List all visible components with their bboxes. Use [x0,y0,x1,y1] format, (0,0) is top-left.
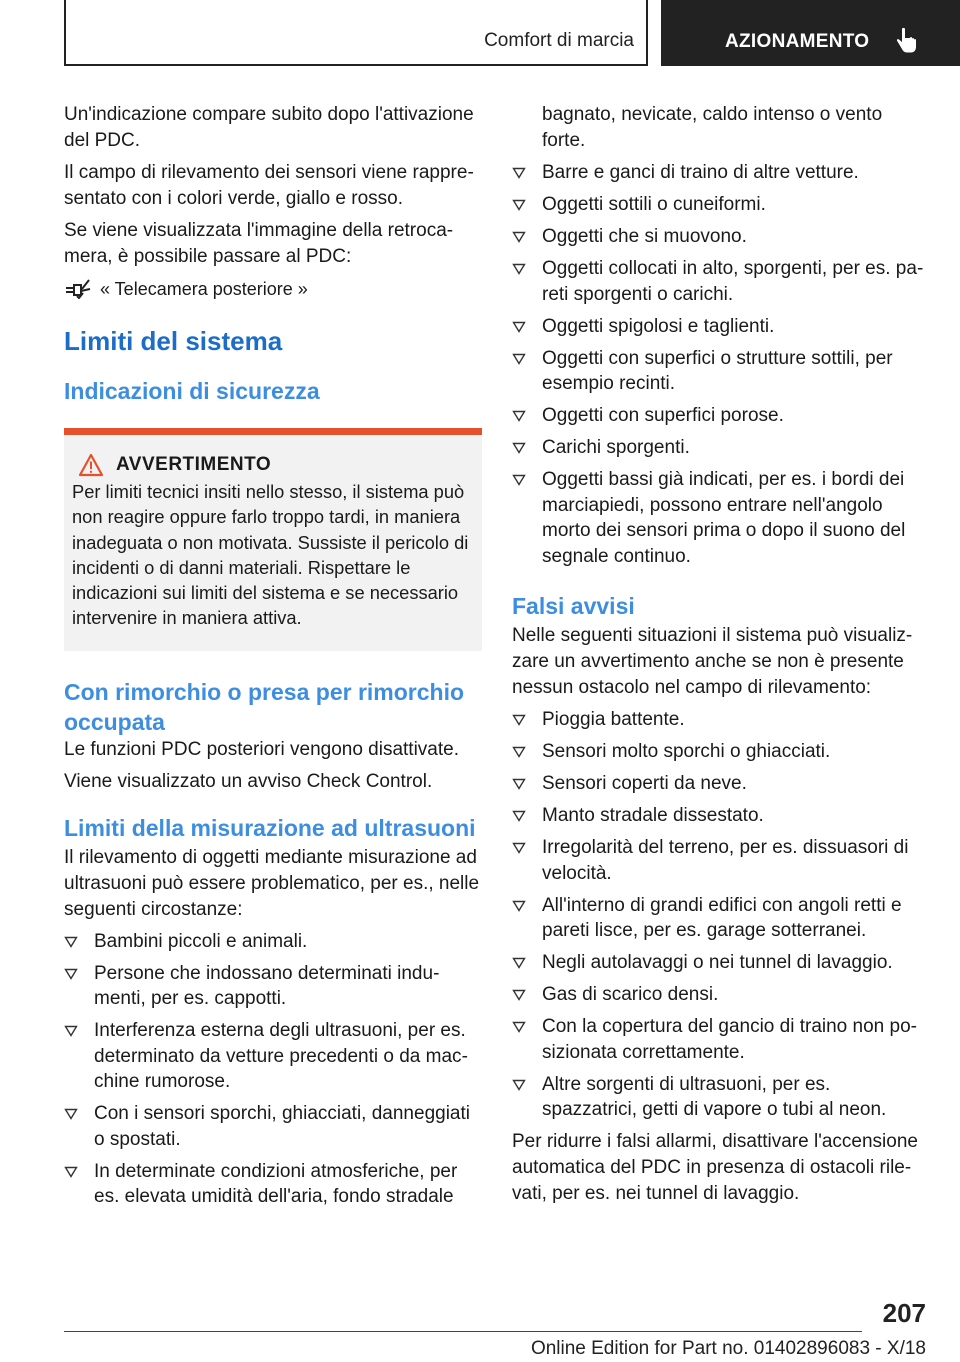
list-item-text: Barre e ganci di traino di altre vetture. [542,162,859,183]
triangle-bullet-icon [512,900,526,912]
triangle-bullet-icon [64,968,78,980]
triangle-bullet-icon [512,263,526,275]
triangle-bullet-icon [512,1021,526,1033]
warning-text: Per limiti tecnici insiti nello stesso, il sistema può non reagire oppure farlo troppo tardi, in maniera inadeguata o non motivata. Sussiste il pericolo di incidenti o di danni materiali. Rispettare le indicazioni sui limiti del sistema e se necessario intervenire in maniera attiva. [72,481,469,629]
camera-label: « Telecamera posteriore » [100,279,308,299]
list-item-text: Sensori molto sporchi o ghiacciati. [542,741,831,762]
bullet-list [512,160,930,569]
list-item [512,467,930,569]
list-item-text: Oggetti con superfici porose. [542,405,784,426]
touch-hand-icon [893,27,919,55]
triangle-bullet-icon [512,810,526,822]
list-item [512,192,930,218]
triangle-bullet-icon [512,957,526,969]
triangle-bullet-icon [64,1166,78,1178]
triangle-bullet-icon [512,989,526,1001]
subsection-heading: Limiti della misurazione ad ultrasuoni [64,814,476,841]
warning-header [72,453,474,477]
list-item-text: Oggetti sottili o cuneiformi. [542,194,766,215]
triangle-bullet-icon [64,1025,78,1037]
list-item [512,160,930,186]
list-item-continuation: bagnato, nevicate, caldo intenso o vento forte. [542,104,883,151]
triangle-bullet-icon [512,442,526,454]
triangle-bullet-icon [512,199,526,211]
triangle-bullet-icon [512,778,526,790]
list-item-text: Persone che indossano determinati indumenti, per es. cappotti. [94,962,440,1010]
list-item-text: Gas di scarico densi. [542,984,719,1005]
triangle-bullet-icon [64,1108,78,1120]
paragraph: Un'indicazione compare subito dopo l'attivazione del PDC. [64,104,474,151]
list-item [64,929,482,955]
list-item [512,1014,930,1065]
paragraph: Le funzioni PDC posteriori vengono disattivate. [64,738,460,760]
paragraph: Per ridurre i falsi allarmi, disattivare l'accensione automatica del PDC in presenza di ostacoli rilevati, per es. nei tunnel di lavaggio. [512,1131,918,1204]
list-item-text: Pioggia battente. [542,709,685,730]
paragraph: Il rilevamento di oggetti mediante misurazione ad ultrasuoni può essere problematico, per es., nelle seguenti circostanze: [64,846,480,920]
chapter-tab [661,0,960,66]
paragraph: Nelle seguenti situazioni il sistema può visualizzare un avvertimento anche se non è presente nessun ostacolo nel campo di rilevamento: [512,625,913,698]
bullet-list [512,707,930,1123]
list-item-text: Irregolarità del terreno, per es. dissuasori di velocità. [542,837,909,884]
list-item [512,950,930,976]
triangle-bullet-icon [512,231,526,243]
triangle-bullet-icon [512,842,526,854]
list-item-text: All'interno di grandi edifici con angoli retti e pareti lisce, per es. garage sotterranei. [542,894,902,941]
rear-camera-icon [64,279,92,299]
chapter-title: AZIONAMENTO [725,31,870,52]
list-item [512,893,930,944]
list-item-text: Interferenza esterna degli ultrasuoni, per es. determinato da vetture precedenti o da macchine rumorose. [94,1020,468,1093]
list-item [512,314,930,340]
triangle-bullet-icon [512,321,526,333]
paragraph: Il campo di rilevamento dei sensori viene rappresentato con i colori verde, giallo e rosso. [64,162,474,209]
triangle-bullet-icon [512,1079,526,1091]
list-item [64,1018,482,1095]
list-item [512,835,930,886]
list-item-text: Oggetti bassi già indicati, per es. i bordi dei marciapiedi, possono entrare nell'angolo morto dei sensori prima o dopo il suono del segnale continuo. [542,469,906,567]
section-header-box [64,0,648,66]
bullet-list [64,929,482,1210]
section-heading: Limiti del sistema [64,326,283,356]
list-item-text: Oggetti collocati in alto, sporgenti, per es. pareti sporgenti o carichi. [542,258,924,305]
triangle-bullet-icon [512,353,526,365]
right-column [512,102,930,1213]
list-item-text: Altre sorgenti di ultrasuoni, per es. spazzatrici, getti di vapore o tubi al neon. [542,1073,887,1120]
list-item [64,1101,482,1152]
list-item [512,982,930,1008]
triangle-bullet-icon [512,167,526,179]
list-item [512,707,930,733]
list-item [512,1072,930,1123]
list-item-text: Oggetti con superfici o strutture sottili, per esempio recinti. [542,347,893,394]
triangle-bullet-icon [64,936,78,948]
list-item-text: Carichi sporgenti. [542,437,690,458]
list-item [512,739,930,765]
page-header [64,0,960,66]
paragraph: Se viene visualizzata l'immagine della retrocamera, è possibile passare al PDC: [64,220,454,267]
list-item [512,803,930,829]
triangle-bullet-icon [512,714,526,726]
list-item [512,256,930,307]
triangle-bullet-icon [512,410,526,422]
footer-divider [64,1331,862,1332]
subsection-heading: Con rimorchio o presa per rimorchio occupata [64,678,465,735]
triangle-bullet-icon [512,746,526,758]
list-item-text: In determinate condizioni atmosferiche, per es. elevata umidità dell'aria, fondo stradale [94,1160,458,1208]
list-item-text: Negli autolavaggi o nei tunnel di lavaggio. [542,952,893,973]
camera-instruction [64,276,482,302]
list-item [64,961,482,1012]
triangle-bullet-icon [512,474,526,486]
footer-edition: Online Edition for Part no. 01402896083 - X/18 [530,1338,926,1359]
list-item-text: Bambini piccoli e animali. [94,930,308,952]
subsection-heading: Falsi avvisi [512,593,635,619]
paragraph: Viene visualizzato un avviso Check Control. [64,770,433,792]
list-item-text: Oggetti spigolosi e taglienti. [542,315,775,337]
list-item-text: Manto stradale dissestato. [542,805,764,826]
left-column [64,102,482,1216]
warning-title: AVVERTIMENTO [116,454,272,475]
list-item-text: Con i sensori sporchi, ghiacciati, danneggiati o spostati. [94,1103,470,1150]
list-item [512,403,930,429]
warning-box [64,428,482,651]
subsection-heading: Indicazioni di sicurezza [64,378,320,404]
list-item-text: Oggetti che si muovono. [542,226,747,247]
list-item [512,435,930,461]
list-item-text: Sensori coperti da neve. [542,773,747,794]
section-title: Comfort di marcia [484,30,634,51]
page-number: 207 [882,1298,926,1328]
list-item [512,346,930,397]
list-item [512,771,930,797]
warning-triangle-icon [78,453,104,477]
list-item [512,224,930,250]
list-item-text: Con la copertura del gancio di traino non posizionata correttamente. [542,1016,917,1063]
list-item [64,1159,482,1210]
